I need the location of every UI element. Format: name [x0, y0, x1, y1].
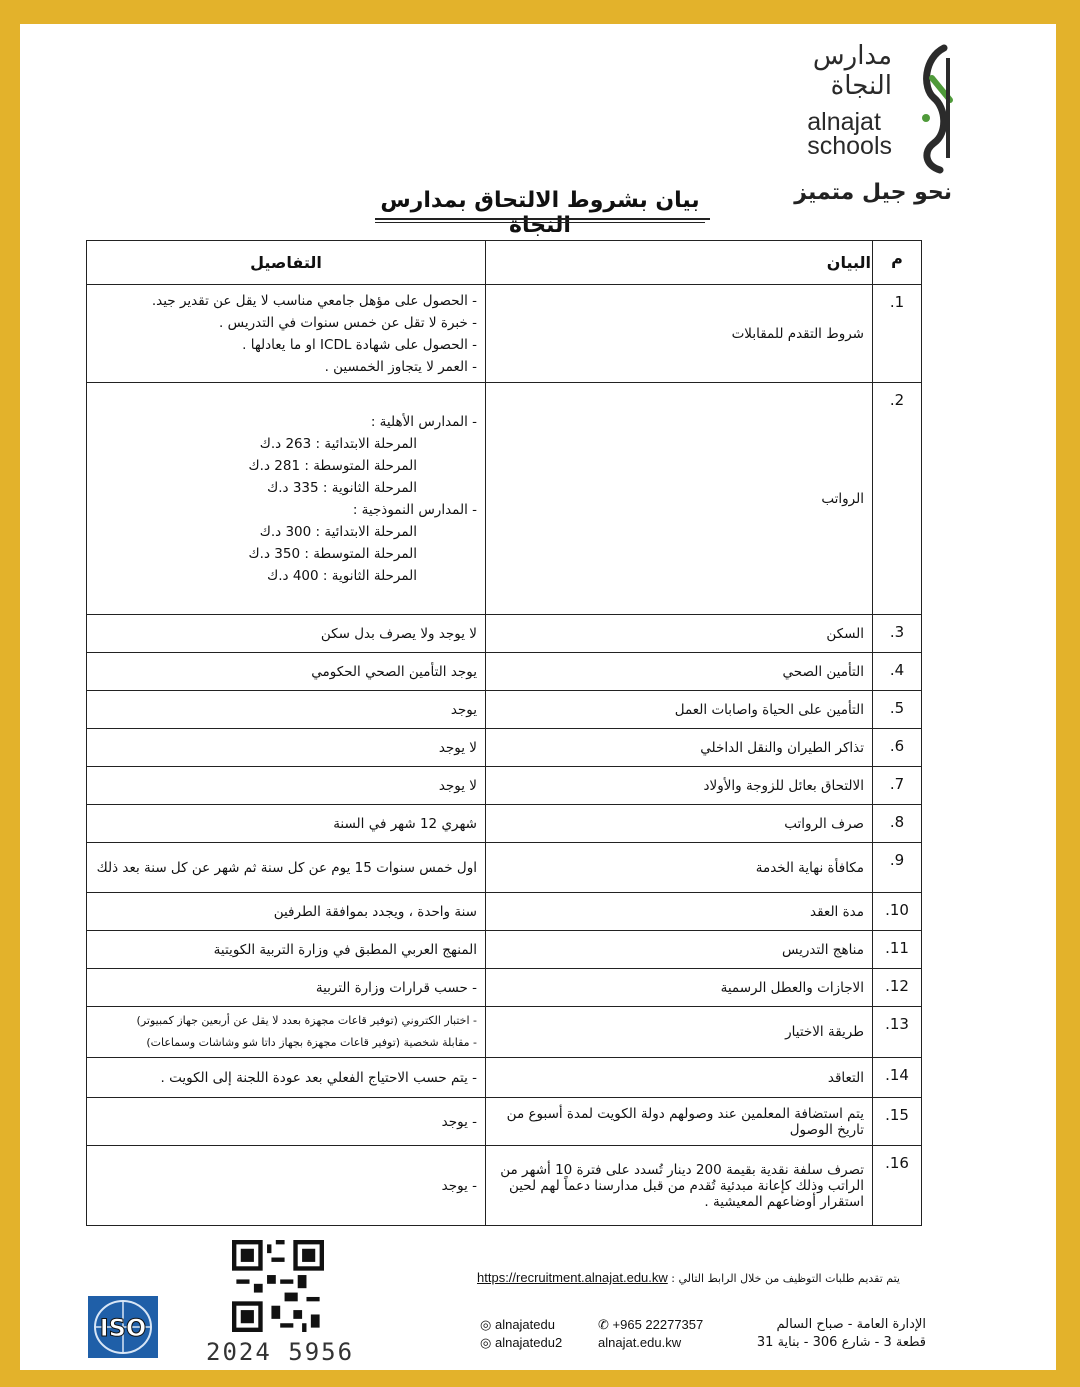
row-details: [87, 843, 486, 893]
table-row: [87, 729, 922, 767]
detail-line: - يوجد: [441, 1177, 477, 1194]
document-page: [20, 24, 1056, 1370]
row-details: [87, 691, 486, 729]
table-row: [87, 1007, 922, 1058]
detail-line: المرحلة الابتدائية : 300 د.ك: [259, 523, 417, 540]
detail-line: لا يوجد ولا يصرف بدل سكن: [320, 625, 477, 642]
title-underline: [375, 218, 710, 220]
header-number: م: [873, 241, 922, 285]
detail-line: لا يوجد: [438, 777, 477, 794]
row-number: 14.: [873, 1058, 922, 1098]
detail-line: المنهج العربي المطبق في وزارة التربية الكويتية: [213, 941, 477, 958]
logo-tagline: نحو جيل متميز: [794, 180, 952, 205]
detail-line: سنة واحدة ، ويجدد بموافقة الطرفين: [273, 903, 477, 920]
row-item: السكن: [486, 615, 873, 653]
table-row: [87, 383, 922, 615]
iso-badge-label: ISO: [99, 1314, 147, 1342]
table-row: [87, 805, 922, 843]
row-number: 1.: [873, 285, 922, 383]
detail-line: يوجد التأمين الصحي الحكومي: [311, 663, 477, 680]
row-details: [87, 931, 486, 969]
row-item: طريقة الاختيار: [486, 1007, 873, 1058]
detail-line: - العمر لا يتجاوز الخمسين .: [324, 358, 477, 375]
detail-line: المرحلة المتوسطة : 350 د.ك: [248, 545, 417, 562]
row-item: التأمين على الحياة واصابات العمل: [486, 691, 873, 729]
address-block: [757, 1316, 926, 1352]
recruitment-link-row: [360, 1270, 900, 1285]
header-item: البيان: [486, 241, 873, 285]
row-details: [87, 615, 486, 653]
table-row: [87, 1146, 922, 1226]
header-details: التفاصيل: [87, 241, 486, 285]
row-item: التأمين الصحي: [486, 653, 873, 691]
row-item: الالتحاق بعائل للزوجة والأولاد: [486, 767, 873, 805]
row-item: مدة العقد: [486, 893, 873, 931]
table-row: [87, 969, 922, 1007]
table-row: [87, 893, 922, 931]
detail-line: المرحلة الابتدائية : 263 د.ك: [259, 435, 417, 452]
address-line1: الإدارة العامة - صباح السالم: [776, 1317, 926, 1332]
table-row: [87, 1098, 922, 1146]
row-item: الرواتب: [486, 383, 873, 615]
school-logo: [794, 38, 964, 218]
table-row: [87, 1058, 922, 1098]
iso-badge-icon: [88, 1296, 158, 1358]
detail-line: - يتم حسب الاحتياج الفعلي بعد عودة اللجنة إلى الكويت .: [160, 1069, 477, 1086]
row-number: 10.: [873, 893, 922, 931]
phone-number: +965 22277357: [612, 1317, 704, 1332]
conditions-table: [86, 240, 922, 1226]
row-details: [87, 805, 486, 843]
row-number: 5.: [873, 691, 922, 729]
row-item: يتم استضافة المعلمين عند وصولهم دولة الكويت لمدة أسبوع من تاريخ الوصول: [486, 1098, 873, 1146]
detail-line: شهري 12 شهر في السنة: [333, 815, 477, 832]
detail-line: لا يوجد: [438, 739, 477, 756]
detail-line: المرحلة الثانوية : 335 د.ك: [267, 479, 417, 496]
logo-english-line1: alnajat: [807, 108, 881, 136]
row-item: الاجازات والعطل الرسمية: [486, 969, 873, 1007]
logo-english-line2: schools: [807, 132, 892, 160]
detail-line: - المدارس الأهلية :: [370, 413, 477, 430]
phone-web-block: [598, 1316, 703, 1352]
detail-line: - الحصول على شهادة ICDL او ما يعادلها .: [242, 336, 477, 353]
row-details: [87, 1146, 486, 1226]
row-number: 13.: [873, 1007, 922, 1058]
serial-number: 2024 5956: [206, 1338, 355, 1366]
recruitment-link[interactable]: https://recruitment.alnajat.edu.kw: [477, 1270, 668, 1285]
table-row: [87, 843, 922, 893]
table-row: [87, 653, 922, 691]
row-details: [87, 383, 486, 615]
logo-arabic-line2: النجاة: [830, 71, 892, 101]
row-item: تذاكر الطيران والنقل الداخلي: [486, 729, 873, 767]
page-footer: [20, 1234, 1056, 1370]
row-details: [87, 653, 486, 691]
row-details: [87, 767, 486, 805]
table-row: [87, 767, 922, 805]
row-details: [87, 285, 486, 383]
logo-english-name: [807, 110, 892, 158]
detail-line: - مقابلة شخصية (توفير قاعات مجهزة بجهاز داتا شو وشاشات وسماعات): [146, 1036, 477, 1049]
row-details: [87, 969, 486, 1007]
table-body: [87, 285, 922, 1226]
row-item: صرف الرواتب: [486, 805, 873, 843]
logo-calligraphy-mark: [904, 38, 964, 178]
detail-line: - اختبار الكتروني (توفير قاعات مجهزة بعدد لا يقل عن أربعين جهاز كمبيوتر): [136, 1014, 477, 1027]
detail-line: اول خمس سنوات 15 يوم عن كل سنة ثم شهر عن كل سنة بعد ذلك: [96, 859, 477, 876]
detail-line: - الحصول على مؤهل جامعي مناسب لا يقل عن تقدير جيد.: [151, 292, 477, 309]
row-details: [87, 1058, 486, 1098]
row-details: [87, 729, 486, 767]
document-title: بيان بشروط الالتحاق بمدارس النجاة: [380, 188, 700, 238]
website-link[interactable]: alnajat.edu.kw: [598, 1335, 682, 1350]
instagram-icon: ◎: [480, 1317, 495, 1332]
table-row: [87, 615, 922, 653]
address-line2: قطعة 3 - شارع 306 - بناية 31: [756, 1335, 926, 1350]
phone-icon: ✆: [598, 1317, 613, 1332]
row-number: 4.: [873, 653, 922, 691]
row-number: 8.: [873, 805, 922, 843]
row-details: [87, 893, 486, 931]
row-item: مكافأة نهاية الخدمة: [486, 843, 873, 893]
row-number: 2.: [873, 383, 922, 615]
row-item: تصرف سلفة نقدية بقيمة 200 دينار تُسدد على فترة 10 أشهر من الراتب وذلك كإعانة مبدئية تُقدم من قبل مدارسنا دعماً لهم لحين استقرار أوضاعهم المعيشية .: [486, 1146, 873, 1226]
table-row: [87, 931, 922, 969]
detail-line: - حسب قرارات وزارة التربية: [315, 979, 477, 996]
row-number: 11.: [873, 931, 922, 969]
row-number: 15.: [873, 1098, 922, 1146]
social-handle-1[interactable]: alnajatedu: [494, 1317, 555, 1332]
detail-line: - خبرة لا تقل عن خمس سنوات في التدريس .: [219, 314, 477, 331]
detail-line: المرحلة الثانوية : 400 د.ك: [267, 567, 417, 584]
row-number: 12.: [873, 969, 922, 1007]
social-block: [480, 1316, 562, 1352]
detail-line: - يوجد: [441, 1113, 477, 1130]
row-item: التعاقد: [486, 1058, 873, 1098]
row-number: 16.: [873, 1146, 922, 1226]
row-number: 3.: [873, 615, 922, 653]
table-header-row: [87, 241, 922, 285]
detail-line: - المدارس النموذجية :: [352, 501, 477, 518]
table-row: [87, 285, 922, 383]
title-underline-second: [375, 222, 705, 223]
table-row: [87, 691, 922, 729]
row-number: 7.: [873, 767, 922, 805]
qr-code-icon: [232, 1240, 324, 1332]
detail-line: يوجد: [450, 701, 477, 718]
row-details: [87, 1007, 486, 1058]
row-details: [87, 1098, 486, 1146]
social-icon: ◎: [480, 1335, 495, 1350]
row-number: 6.: [873, 729, 922, 767]
detail-line: المرحلة المتوسطة : 281 د.ك: [248, 457, 417, 474]
social-handle-2[interactable]: alnajatedu2: [494, 1335, 563, 1350]
row-item: مناهج التدريس: [486, 931, 873, 969]
logo-arabic-line1: مدارس: [812, 41, 892, 71]
row-item: شروط التقدم للمقابلات: [486, 285, 873, 383]
recruitment-text: يتم تقديم طلبات التوظيف من خلال الرابط التالي :: [671, 1272, 900, 1285]
row-number: 9.: [873, 843, 922, 893]
